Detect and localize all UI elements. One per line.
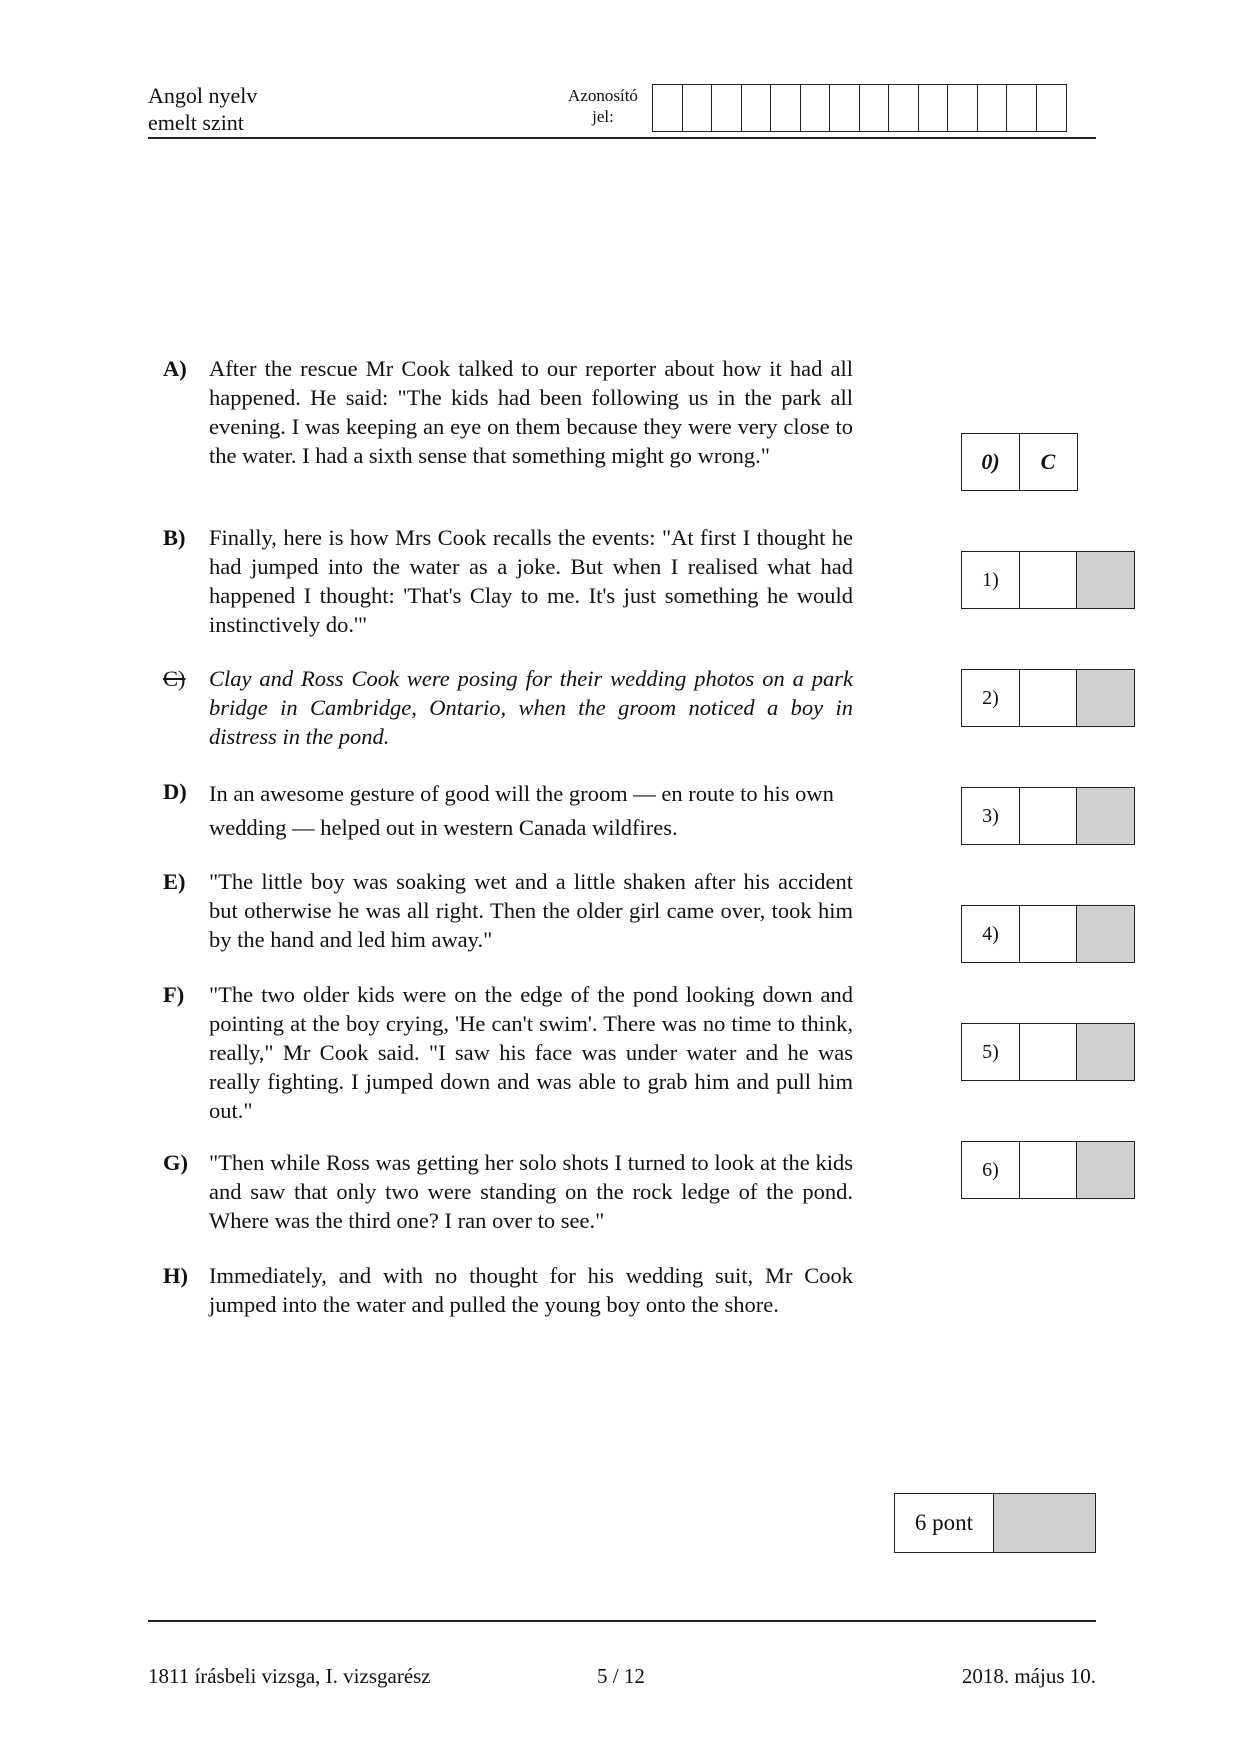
item-text: After the rescue Mr Cook talked to our reporter about how it had all happened. He said: "The kids had been following us in the park all evening. I was keeping an eye on them because they were very close to the water. I had a sixth sense that something might go wrong." (209, 356, 853, 468)
answer-slot-4 (961, 905, 1135, 963)
answer-slot-1 (961, 551, 1135, 609)
item-c-example (163, 664, 853, 751)
id-code-box[interactable] (742, 85, 772, 131)
subject-line-1: Angol nyelv (148, 83, 258, 108)
answer-number: 4) (961, 905, 1020, 963)
score-label: 6 pont (894, 1493, 994, 1553)
answer-number: 1) (961, 551, 1020, 609)
item-text: Immediately, and with no thought for his wedding suit, Mr Cook jumped into the water and pulled the young boy onto the shore. (209, 1263, 853, 1317)
id-code-box[interactable] (889, 85, 919, 131)
subject-line-2: emelt szint (148, 110, 244, 135)
item-h (163, 1261, 853, 1319)
item-text: In an awesome gesture of good will the groom — en route to his own wedding — helped out in western Canada wildfires. (209, 781, 834, 840)
total-score-box (894, 1493, 1096, 1553)
id-code-box[interactable] (771, 85, 801, 131)
score-cell (1076, 551, 1135, 609)
id-code-box[interactable] (860, 85, 890, 131)
score-cell (1076, 1141, 1135, 1199)
id-code-box[interactable] (653, 85, 683, 131)
item-g (163, 1148, 853, 1235)
id-code-box[interactable] (801, 85, 831, 131)
answer-slot-6 (961, 1141, 1135, 1199)
item-b (163, 523, 853, 639)
answer-number: 3) (961, 787, 1020, 845)
id-code-box[interactable] (1037, 85, 1067, 131)
item-text: "Then while Ross was getting her solo shots I turned to look at the kids and saw that only two were standing on the rock ledge of the pond. Where was the third one? I ran over to see." (209, 1150, 853, 1233)
id-code-boxes (652, 84, 1067, 132)
item-letter: E) (163, 869, 186, 894)
id-code-box[interactable] (1007, 85, 1037, 131)
answer-slot-3 (961, 787, 1135, 845)
answer-input[interactable] (1019, 1023, 1078, 1081)
item-letter: C) (163, 666, 186, 691)
answer-input[interactable] (1019, 787, 1078, 845)
item-a (163, 354, 853, 470)
score-cell (1076, 905, 1135, 963)
id-code-box[interactable] (948, 85, 978, 131)
header-rule (148, 137, 1096, 139)
footer-date: 2018. május 10. (961, 1664, 1096, 1688)
answer-input[interactable] (1019, 551, 1078, 609)
id-code-box[interactable] (683, 85, 713, 131)
id-label-line-1: Azonosító (568, 86, 638, 105)
item-text: "The two older kids were on the edge of the pond looking down and pointing at the boy crying, 'He can't swim'. There was no time to think, really," Mr Cook said. "I saw his face was under water and he was really fighting. I jumped down and was able to grab him and pull him out." (209, 982, 853, 1123)
item-letter: G) (163, 1150, 188, 1175)
score-field (994, 1493, 1096, 1553)
item-letter: D) (163, 779, 187, 804)
item-letter: A) (163, 356, 187, 381)
id-label-line-2: jel: (592, 107, 614, 126)
id-code-box[interactable] (919, 85, 949, 131)
answer-input[interactable] (1019, 1141, 1078, 1199)
item-f (163, 980, 853, 1125)
id-code-box[interactable] (978, 85, 1008, 131)
footer-rule (148, 1620, 1096, 1622)
item-letter: H) (163, 1263, 188, 1288)
item-d (163, 777, 863, 845)
answer-number: 5) (961, 1023, 1020, 1081)
item-text: Finally, here is how Mrs Cook recalls the events: "At first I thought he had jumped into the water as a joke. But when I realised what had happened I thought: 'That's Clay to me. It's just something he would instinctively do.'" (209, 525, 853, 637)
answer-example (961, 433, 1078, 491)
score-cell (1076, 669, 1135, 727)
item-e (163, 867, 853, 954)
item-text: "The little boy was soaking wet and a little shaken after his accident but otherwise he was all right. Then the older girl came over, took him by the hand and led him away." (209, 869, 853, 952)
id-code-box[interactable] (712, 85, 742, 131)
answer-slot-5 (961, 1023, 1135, 1081)
footer-exam-code: 1811 írásbeli vizsga, I. vizsgarész (148, 1664, 431, 1688)
answer-input[interactable] (1019, 905, 1078, 963)
answer-number: 0) (961, 433, 1020, 491)
answer-value: C (1019, 433, 1078, 491)
item-letter: B) (163, 525, 186, 550)
item-text: Clay and Ross Cook were posing for their wedding photos on a park bridge in Cambridge, Ontario, when the groom noticed a boy in distress in the pond. (209, 666, 853, 749)
score-cell (1076, 787, 1135, 845)
exam-subject (148, 82, 257, 136)
answer-number: 6) (961, 1141, 1020, 1199)
footer-page-number: 5 / 12 (597, 1664, 645, 1688)
answer-input[interactable] (1019, 669, 1078, 727)
answer-slot-2 (961, 669, 1135, 727)
id-code-box[interactable] (830, 85, 860, 131)
answer-number: 2) (961, 669, 1020, 727)
item-letter: F) (163, 982, 185, 1007)
id-label (548, 85, 658, 127)
score-cell (1076, 1023, 1135, 1081)
